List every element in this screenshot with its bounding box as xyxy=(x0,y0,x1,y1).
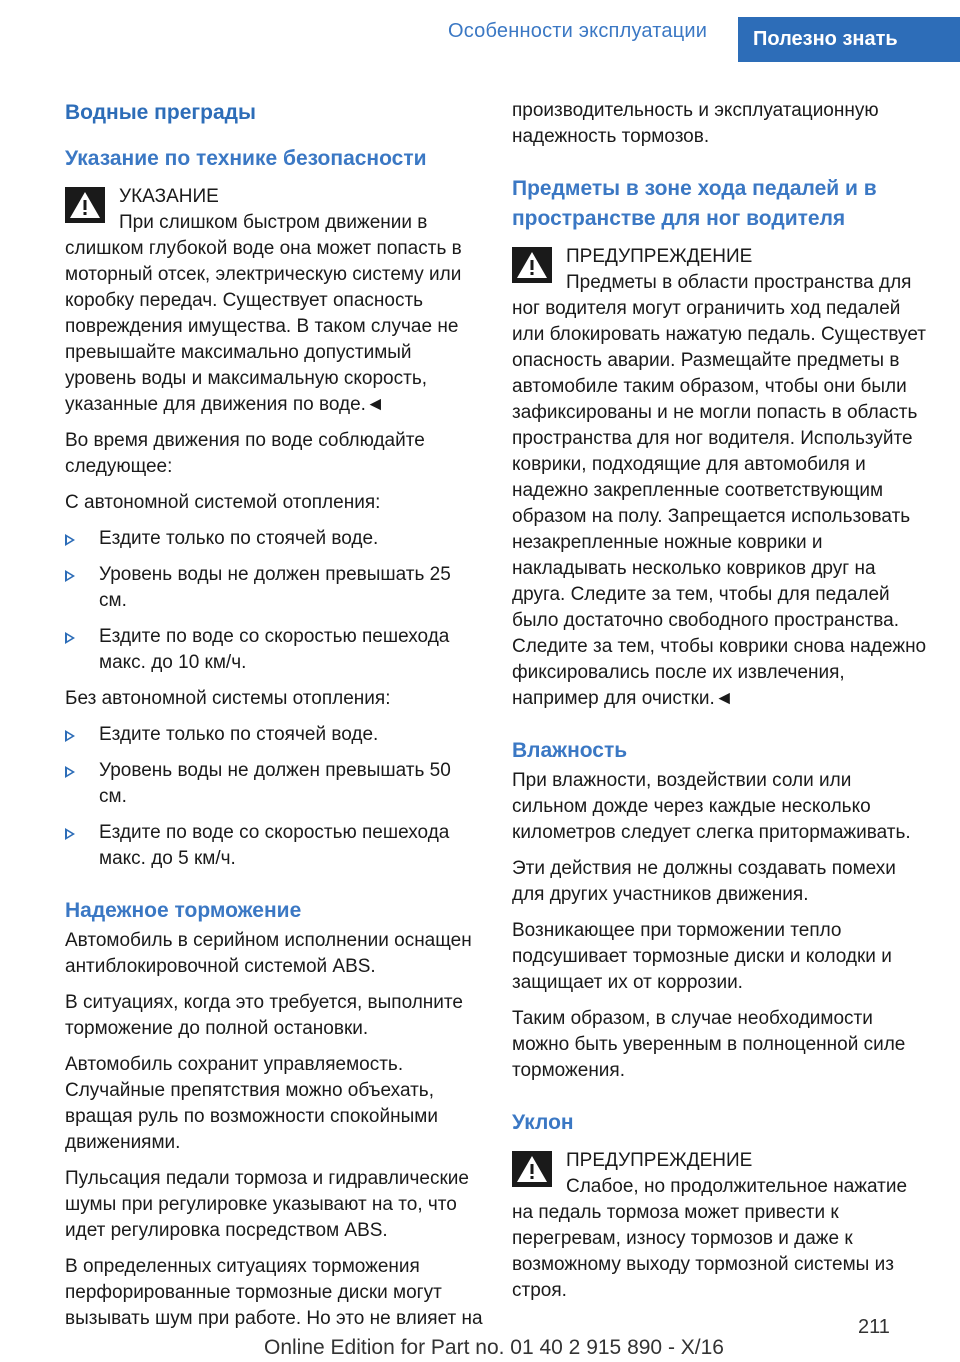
water-intro: Во время движения по воде соблюдайте следующее: xyxy=(65,430,425,477)
header-chapter-tab: Полезно знать xyxy=(738,17,960,62)
bullet-arrow-icon xyxy=(65,570,75,582)
note-text: При слишком быстром движении в слишком глубокой воде она может попасть в моторный отсек, электрическую систему или коробку передач. Существует опасность повреждения имущества. В таком случае не превышайте максимально допустимый уровень воды и максимальную скорость, указанные для движения по воде.◄ xyxy=(65,212,462,415)
list-item: Ездите только по стоячей воде. xyxy=(65,722,483,748)
humidity-heading: Влажность xyxy=(512,739,628,762)
list-item: Уровень воды не должен превышать 25 см. xyxy=(65,562,483,614)
warning-triangle-icon xyxy=(512,247,552,283)
left-column xyxy=(65,98,483,1342)
humidity-paragraph: Эти действия не должны создавать помехи для других участников движения. xyxy=(512,858,896,905)
pedal-area-heading: Предметы в зоне хода педалей и в пространстве для ног водителя xyxy=(512,177,877,230)
without-heating-list xyxy=(65,722,483,872)
header-section-title: Особенности эксплуатации xyxy=(448,20,708,42)
braking-paragraph: Автомобиль сохранит управляемость. Случайные препятствия можно объехать, вращая руль по возможности спокойными движениями. xyxy=(65,1054,438,1153)
bullet-arrow-icon xyxy=(65,730,75,742)
list-item: Ездите только по стоячей воде. xyxy=(65,526,483,552)
pedal-warning-block xyxy=(512,244,930,712)
slope-warning-block xyxy=(512,1148,930,1304)
braking-paragraph: Автомобиль в серийном исполнении оснащен антиблокировочной системой ABS. xyxy=(65,930,472,977)
braking-heading: Надежное торможение xyxy=(65,899,302,922)
humidity-paragraph: При влажности, воздействии соли или сильном дожде через каждые несколько километров следует слегка притормаживать. xyxy=(512,770,911,843)
bullet-arrow-icon xyxy=(65,828,75,840)
bullet-arrow-icon xyxy=(65,534,75,546)
slope-warning-label: ПРЕДУПРЕЖДЕНИЕ xyxy=(566,1150,753,1171)
humidity-paragraph: Таким образом, в случае необходимости можно быть уверенным в полноценной силе торможения. xyxy=(512,1008,906,1081)
page-header xyxy=(0,0,960,62)
note-label: УКАЗАНИЕ xyxy=(119,186,219,207)
bullet-arrow-icon xyxy=(65,766,75,778)
humidity-paragraph: Возникающее при торможении тепло подсушивает тормозные диски и колодки и защищает их от коррозии. xyxy=(512,920,892,993)
braking-paragraph: В ситуациях, когда это требуется, выполните торможение до полной остановки. xyxy=(65,992,463,1039)
list-item: Уровень воды не должен превышать 50 см. xyxy=(65,758,483,810)
with-heating-label: С автономной системой отопления: xyxy=(65,492,381,513)
bullet-arrow-icon xyxy=(65,632,75,644)
list-item: Ездите по воде со скоростью пешехода макс. до 5 км/ч. xyxy=(65,820,483,872)
braking-continuation: производительность и эксплуатационную надежность тормозов. xyxy=(512,100,879,147)
slope-warning-text: Слабое, но продолжительное нажатие на педаль тормоза может привести к перегревам, износу тормозов и даже к возможному выходу тормозной системы из строя. xyxy=(512,1176,908,1301)
slope-heading: Уклон xyxy=(512,1111,574,1134)
right-column xyxy=(512,98,930,1314)
warning-triangle-icon xyxy=(65,187,105,223)
pedal-warning-text: Предметы в области пространства для ног водителя могут ограничить ход педалей или блокировать нажатую педаль. Существует опасность аварии. Размещайте предметы в автомобиле таким образом, чтобы они были зафиксированы и не могли попасть в область пространства для ног водителя. Используйте коврики, подходящие для автомобиля и надежно закрепленные соответствующим образом на полу. Запрещается использовать незакрепленные ножные коврики и накладывать несколько ковриков друг на друга. Следите за тем, чтобы для педалей было достаточно свободного пространства. Следите за тем, чтобы коврики снова надежно фиксировались после их извлечения, например для очистки.◄ xyxy=(512,272,927,709)
without-heating-label: Без автономной системы отопления: xyxy=(65,688,391,709)
braking-paragraph: В определенных ситуациях торможения перфорированные тормозные диски могут вызывать шум при работе. Но это не влияет на xyxy=(65,1256,483,1329)
note-block xyxy=(65,184,483,418)
safety-heading: Указание по технике безопасности xyxy=(65,147,427,170)
pedal-warning-label: ПРЕДУПРЕЖДЕНИЕ xyxy=(566,246,753,267)
page-number: 211 xyxy=(858,1316,890,1338)
edition-footer: Online Edition for Part no. 01 40 2 915 890 - X/16 xyxy=(264,1336,724,1359)
list-item: Ездите по воде со скоростью пешехода макс. до 10 км/ч. xyxy=(65,624,483,676)
braking-paragraph: Пульсация педали тормоза и гидравлические шумы при регулировке указывают на то, что идет регулировка посредством ABS. xyxy=(65,1168,469,1241)
with-heating-list xyxy=(65,526,483,676)
water-crossing-heading: Водные преграды xyxy=(65,101,256,124)
warning-triangle-icon xyxy=(512,1151,552,1187)
